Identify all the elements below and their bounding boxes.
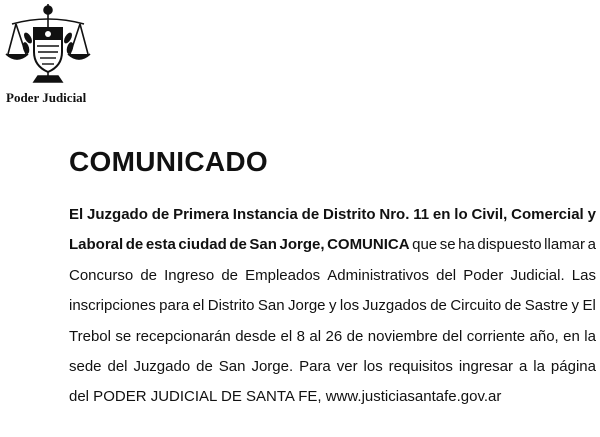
paragraph-word: la	[533, 357, 545, 375]
paragraph-line	[69, 356, 596, 386]
organization-name: Poder Judicial	[6, 90, 87, 105]
paragraph-word: Instancia	[232, 206, 298, 223]
paragraph-word: Laboral	[69, 236, 124, 254]
paragraph-word: San	[257, 297, 285, 315]
paragraph-word: Trebol	[69, 327, 111, 345]
paragraph-word: 26	[325, 327, 343, 345]
paragraph-word: de	[229, 236, 247, 254]
paragraph-word: Nro.	[379, 206, 410, 223]
paragraph-word: COMUNICA	[327, 236, 410, 254]
paragraph-word: a	[518, 357, 528, 375]
paragraph-word: y	[328, 297, 337, 315]
paragraph-word: Jorge.	[251, 357, 294, 375]
paragraph-line	[69, 265, 596, 295]
paragraph-word: del PODER JUDICIAL DE SANTA FE, www.justiciasantafe.gov.ar	[69, 388, 502, 406]
paragraph-word: Jorge	[288, 297, 326, 315]
paragraph-word: Comercial	[511, 206, 584, 223]
paragraph-word: Circuito	[450, 297, 502, 315]
paragraph-word: 11	[413, 206, 430, 223]
paragraph-word: llamar	[544, 236, 585, 254]
document-title: COMUNICADO	[69, 146, 268, 177]
paragraph-word: inscripciones	[69, 297, 156, 315]
paragraph-word: página	[550, 357, 596, 375]
scales-of-justice-emblem-icon	[4, 2, 92, 87]
paragraph-line	[69, 326, 596, 356]
paragraph-word: requisitos	[388, 357, 453, 375]
paragraph-word: de	[125, 236, 144, 254]
paragraph-word: San	[218, 357, 246, 375]
paragraph-word: los	[339, 297, 360, 315]
paragraph-word: del	[436, 266, 457, 284]
paragraph-word: y	[571, 297, 580, 315]
paragraph-word: de	[430, 297, 447, 315]
paragraph-line	[69, 234, 596, 264]
paragraph-word: Concurso	[69, 266, 134, 284]
paragraph-word: se	[439, 236, 456, 254]
paragraph-line	[69, 386, 596, 416]
paragraph-word: de	[346, 327, 364, 345]
paragraph-word: ver	[336, 357, 358, 375]
paragraph-word: El	[582, 297, 596, 315]
paragraph-word: noviembre	[367, 327, 438, 345]
paragraph-word: Juzgado	[133, 357, 191, 375]
paragraph-word: Distrito	[207, 297, 255, 315]
paragraph-word: año,	[529, 327, 559, 345]
paragraph-word: esta	[145, 236, 176, 254]
paragraph-word: se	[115, 327, 132, 345]
paragraph-line	[69, 295, 596, 325]
paragraph-word: Primera	[173, 206, 229, 223]
paragraph-word: la	[584, 327, 596, 345]
paragraph-word: de	[221, 266, 238, 284]
paragraph-word: del	[442, 327, 463, 345]
paragraph-word: de	[140, 266, 158, 284]
paragraph-word: al	[309, 327, 322, 345]
paragraph-word: Administrativos	[327, 266, 429, 284]
paragraph-word: Judicial.	[510, 266, 565, 284]
paragraph-word: sede	[69, 357, 102, 375]
paragraph-word: en	[432, 206, 451, 223]
paragraph-word: Para	[299, 357, 331, 375]
paragraph-word: para	[159, 297, 190, 315]
paragraph-word: 8	[296, 327, 305, 345]
paragraph-word: ha	[458, 236, 475, 254]
paragraph-word: Poder	[463, 266, 504, 284]
paragraph-word: ciudad	[178, 236, 227, 254]
paragraph-word: desde	[235, 327, 277, 345]
paragraph-word: Civil,	[471, 206, 508, 223]
paragraph-word: lo	[454, 206, 468, 223]
paragraph-line	[69, 204, 596, 234]
paragraph-word: el	[192, 297, 205, 315]
paragraph-word: Las	[571, 266, 596, 284]
paragraph-word: de	[504, 297, 522, 315]
paragraph-word: ingresar	[458, 357, 514, 375]
paragraph-word: que	[412, 236, 438, 254]
paragraph-word: corriente	[466, 327, 526, 345]
paragraph-word: recepcionarán	[135, 327, 231, 345]
paragraph-word: de	[196, 357, 213, 375]
paragraph-word: Ingreso	[164, 266, 215, 284]
paragraph-word: y	[587, 206, 596, 223]
paragraph-word: de	[301, 206, 320, 223]
document-body	[69, 204, 596, 417]
paragraph-word: del	[107, 357, 128, 375]
paragraph-word: en	[563, 327, 580, 345]
paragraph-word: San	[249, 236, 277, 254]
paragraph-word: el	[280, 327, 293, 345]
paragraph-word: Empleados	[245, 266, 321, 284]
paragraph-word: El	[69, 206, 84, 223]
paragraph-word: Juzgado	[87, 206, 148, 223]
paragraph-word: Sastre	[524, 297, 569, 315]
paragraph-word: los	[363, 357, 383, 375]
paragraph-word: dispuesto	[477, 236, 542, 254]
paragraph-word: a	[587, 236, 596, 254]
paragraph-word: de	[151, 206, 170, 223]
paragraph-word: Jorge,	[279, 236, 325, 254]
paragraph-word: Distrito	[323, 206, 376, 223]
paragraph-word: Juzgados	[362, 297, 427, 315]
